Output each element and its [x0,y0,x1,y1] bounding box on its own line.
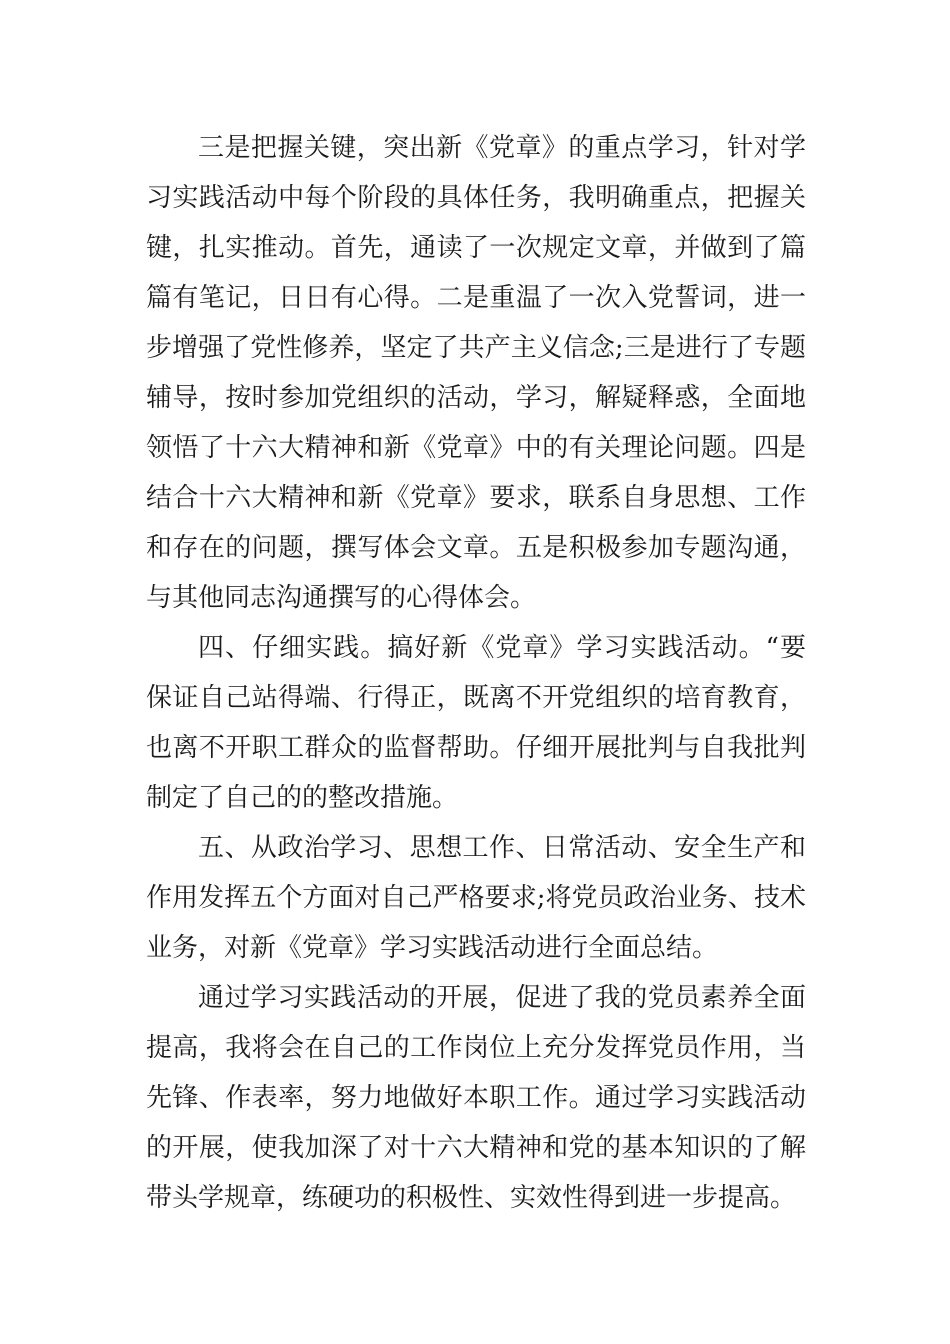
document-body [146,123,806,1223]
paragraph-4: 通过学习实践活动的开展，促进了我的党员素养全面提高，我将会在自己的工作岗位上充分发挥党员作用，当先锋、作表率，努力地做好本职工作。通过学习实践活动的开展，使我加深了对十六大精神和党的基本知识的了解带头学规章，练硬功的积极性、实效性得到进一步提高。 [146,983,806,1213]
paragraph-1: 三是把握关键，突出新《党章》的重点学习，针对学习实践活动中每个阶段的具体任务，我明确重点，把握关键，扎实推动。首先，通读了一次规定文章，并做到了篇篇有笔记，日日有心得。二是重温了一次入党誓词，进一步增强了党性修养，坚定了共产主义信念;三是进行了专题辅导，按时参加党组织的活动，学习，解疑释惑，全面地领悟了十六大精神和新《党章》中的有关理论问题。四是结合十六大精神和新《党章》要求，联系自身思想、工作和存在的问题，撰写体会文章。五是积极参加专题沟通，与其他同志沟通撰写的心得体会。 [146,133,806,613]
paragraph-3: 五、从政治学习、思想工作、日常活动、安全生产和作用发挥五个方面对自己严格要求;将党员政治业务、技术业务，对新《党章》学习实践活动进行全面总结。 [146,833,806,963]
paragraph-2: 四、仔细实践。搞好新《党章》学习实践活动。“要保证自己站得端、行得正，既离不开党组织的培育教育，也离不开职工群众的监督帮助。仔细开展批判与自我批判制定了自己的的整改措施。 [146,633,806,813]
